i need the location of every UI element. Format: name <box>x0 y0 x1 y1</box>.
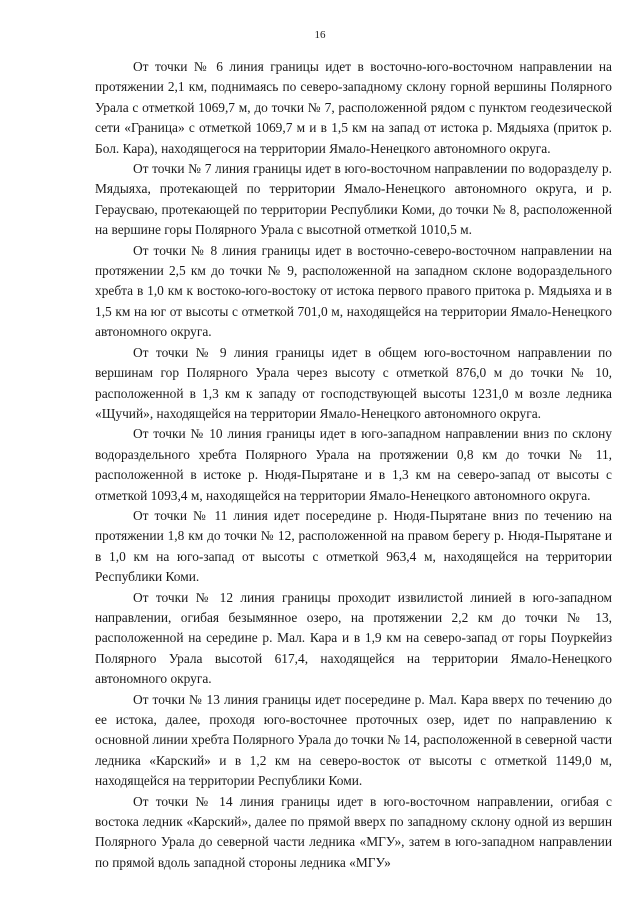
paragraph-point-6: От точки № 6 линия границы идет в восточно-юго-восточном направлении на протяжении 2,1 км, поднимаясь по северо-западному склону горной вершины Полярного Урала с отметкой 1069,7 м, до точки № 7, расположенной рядом с пунктом геодезической сети «Граница» с отметкой 1069,7 м и в 1,5 км на запад от истока р. Мядыяха (приток р. Бол. Кара), находящегося на территории Ямало-Ненецкого автономного округа. <box>95 59 612 156</box>
paragraph-point-7: От точки № 7 линия границы идет в юго-восточном направлении по водоразделу р. Мядыяха, протекающей по территории Ямало-Ненецкого автономного округа, и р. Гераусваю, протекающей по территории Республики Коми, до точки № 8, расположенной на вершине горы Полярного Урала с высотной отметкой 1010,5 м. <box>95 161 612 238</box>
paragraph-point-14: От точки № 14 линия границы идет в юго-восточном направлении, огибая с востока ледник «Карский», далее по прямой вверх по западному склону одной из вершин Полярного Урала до северной части ледника «МГУ», затем в юго-западном направлении по прямой вдоль западной стороны ледника «МГУ» <box>95 793 612 870</box>
paragraph-point-9: От точки № 9 линия границы идет в общем юго-восточном направлении по вершинам гор Полярного Урала через высоту с отметкой 876,0 м до точки № 10, расположенной в 1,3 км к западу от господствующей высоты 1231,0 м возле ледника «Щучий», находящейся на территории Ямало-Ненецкого автономного округа. <box>95 344 612 421</box>
paragraph-point-12: От точки № 12 линия границы проходит извилистой линией в юго-западном направлении, огибая безымянное озеро, на протяжении 2,2 км до точки № 13, расположенной на середине р. Мал. Кара и в 1,9 км на северо-запад от горы Поуркейиз Полярного Урала высотой 617,4, находящейся на территории Ямало-Ненецкого автономного округа. <box>95 589 612 687</box>
paragraph-point-11: От точки № 11 линия идет посередине р. Нюдя-Пырятане вниз по течению на протяжении 1,8 км до точки № 12, расположенной на правом берегу р. Нюдя-Пырятане и в 1,0 км на юго-запад от высоты с отметкой 963,4 м, находящейся на территории Республики Коми. <box>95 507 612 585</box>
document-body <box>95 57 612 873</box>
paragraph-point-10: От точки № 10 линия границы идет в юго-западном направлении вниз по склону водораздельного хребта Полярного Урала на протяжении 0,8 км до точки № 11, расположенной в истоке р. Нюдя-Пырятане и в 1,3 км на северо-запад от высоты с отметкой 1093,4 м, находящейся на территории Ямало-Ненецкого автономного округа. <box>95 426 612 503</box>
page-number: 16 <box>314 29 326 41</box>
paragraph-point-13: От точки № 13 линия границы идет посередине р. Мал. Кара вверх по течению до ее истока, далее, проходя юго-восточнее проточных озер, идет по направлению к основной линии хребта Полярного Урала до точки № 14, расположенной в северной части ледника «Карский» и в 1,2 км на северо-восток от высоты с отметкой 1149,0 м, находящейся на территории Республики Коми. <box>95 691 612 789</box>
paragraph-point-8: От точки № 8 линия границы идет в восточно-северо-восточном направлении на протяжении 2,5 км до точки № 9, расположенной на западном склоне водораздельного хребта в 1,0 км к востоко-юго-востоку от истока первого правого притока р. Мядыяха и в 1,5 км на юг от высоты с отметкой 701,0 м, находящейся на территории Ямало-Ненецкого автономного округа. <box>95 242 612 340</box>
